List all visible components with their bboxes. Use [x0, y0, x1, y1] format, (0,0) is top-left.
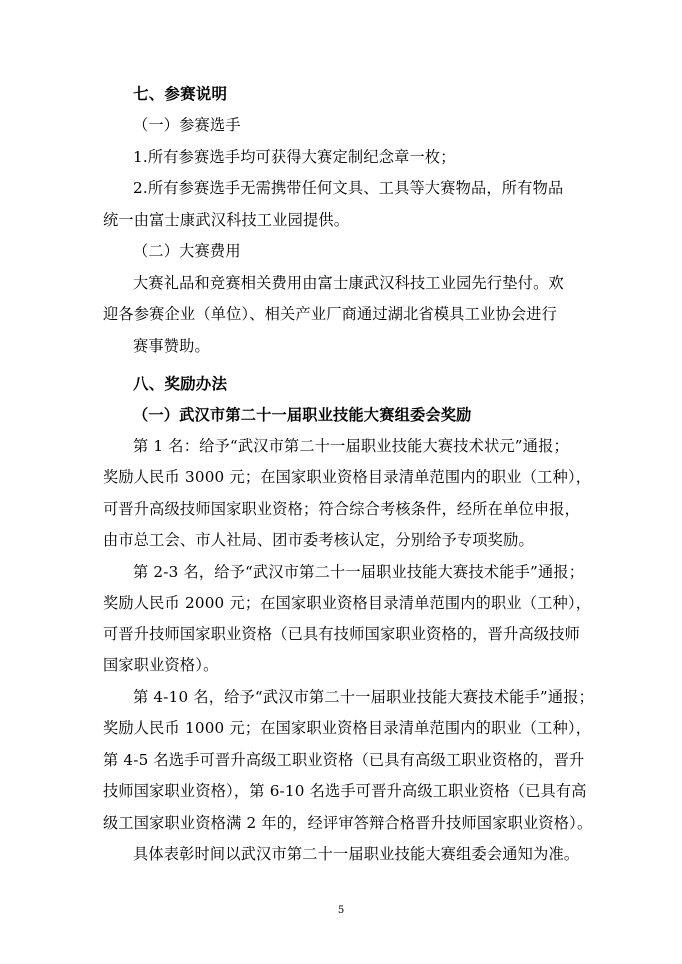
first-place-line: 可晋升高级技师国家职业资格；符合综合考核条件，经所在单位申报，	[103, 500, 581, 518]
fourth-tenth-place-line: 级工国家职业资格满 2 年的，经评审答辩合格晋升技师国家职业资格）。	[103, 814, 593, 832]
fourth-tenth-place-line: 技师国家职业资格），第 6-10 名选手可晋升高级工职业资格（已具有高	[103, 782, 587, 800]
fourth-tenth-place-line: 奖励人民币 1000 元；在国家职业资格目录清单范围内的职业（工种），	[103, 719, 592, 737]
subsection-committee-award-title: （一）武汉市第二十一届职业技能大赛组委会奖励	[133, 406, 472, 424]
second-third-place-line: 第 2-3 名，给予“武汉市第二十一届职业技能大赛技术能手”通报；	[133, 563, 585, 581]
section-7-heading: 七、参赛说明	[133, 85, 228, 103]
contestant-rule-2-line-1: 2.所有参赛选手无需携带任何文具、工具等大赛物品，所有物品	[133, 179, 564, 197]
first-place-line: 由市总工会、市人社局、团市委考核认定，分别给予专项奖励。	[103, 531, 534, 549]
second-third-place-line: 奖励人民币 2000 元；在国家职业资格目录清单范围内的职业（工种），	[103, 594, 592, 612]
first-place-line: 奖励人民币 3000 元；在国家职业资格目录清单范围内的职业（工种），	[103, 468, 592, 486]
second-third-place-line: 可晋升技师国家职业资格（已具有技师国家职业资格的，晋升高级技师	[103, 625, 581, 643]
contestant-rule-1: 1.所有参赛选手均可获得大赛定制纪念章一枚；	[133, 148, 456, 166]
contestant-rule-2-line-2: 统一由富士康武汉科技工业园提供。	[103, 211, 350, 229]
first-place-line: 第 1 名：给予“武汉市第二十一届职业技能大赛技术状元”通报；	[133, 437, 569, 455]
fees-paragraph-line: 大赛礼品和竞赛相关费用由富士康武汉科技工业园先行垫付。欢	[133, 274, 564, 292]
closing-note: 具体表彰时间以武汉市第二十一届职业技能大赛组委会通知为准。	[133, 845, 580, 863]
fees-paragraph-line: 赛事赞助。	[133, 337, 210, 355]
fees-paragraph-line: 迎各参赛企业（单位）、相关产业厂商通过湖北省模具工业协会进行	[103, 305, 558, 323]
fourth-tenth-place-line: 第 4-5 名选手可晋升高级工职业资格（已具有高级工职业资格的，晋升	[103, 751, 585, 769]
page-number: 5	[337, 905, 345, 916]
fourth-tenth-place-line: 第 4-10 名，给予“武汉市第二十一届职业技能大赛技术能手”通报；	[133, 688, 594, 706]
section-8-heading: 八、奖励办法	[133, 375, 228, 393]
subsection-contestants-title: （一）参赛选手	[133, 116, 241, 134]
subsection-fees-title: （二）大赛费用	[133, 242, 241, 260]
second-third-place-line: 国家职业资格）。	[103, 656, 219, 674]
